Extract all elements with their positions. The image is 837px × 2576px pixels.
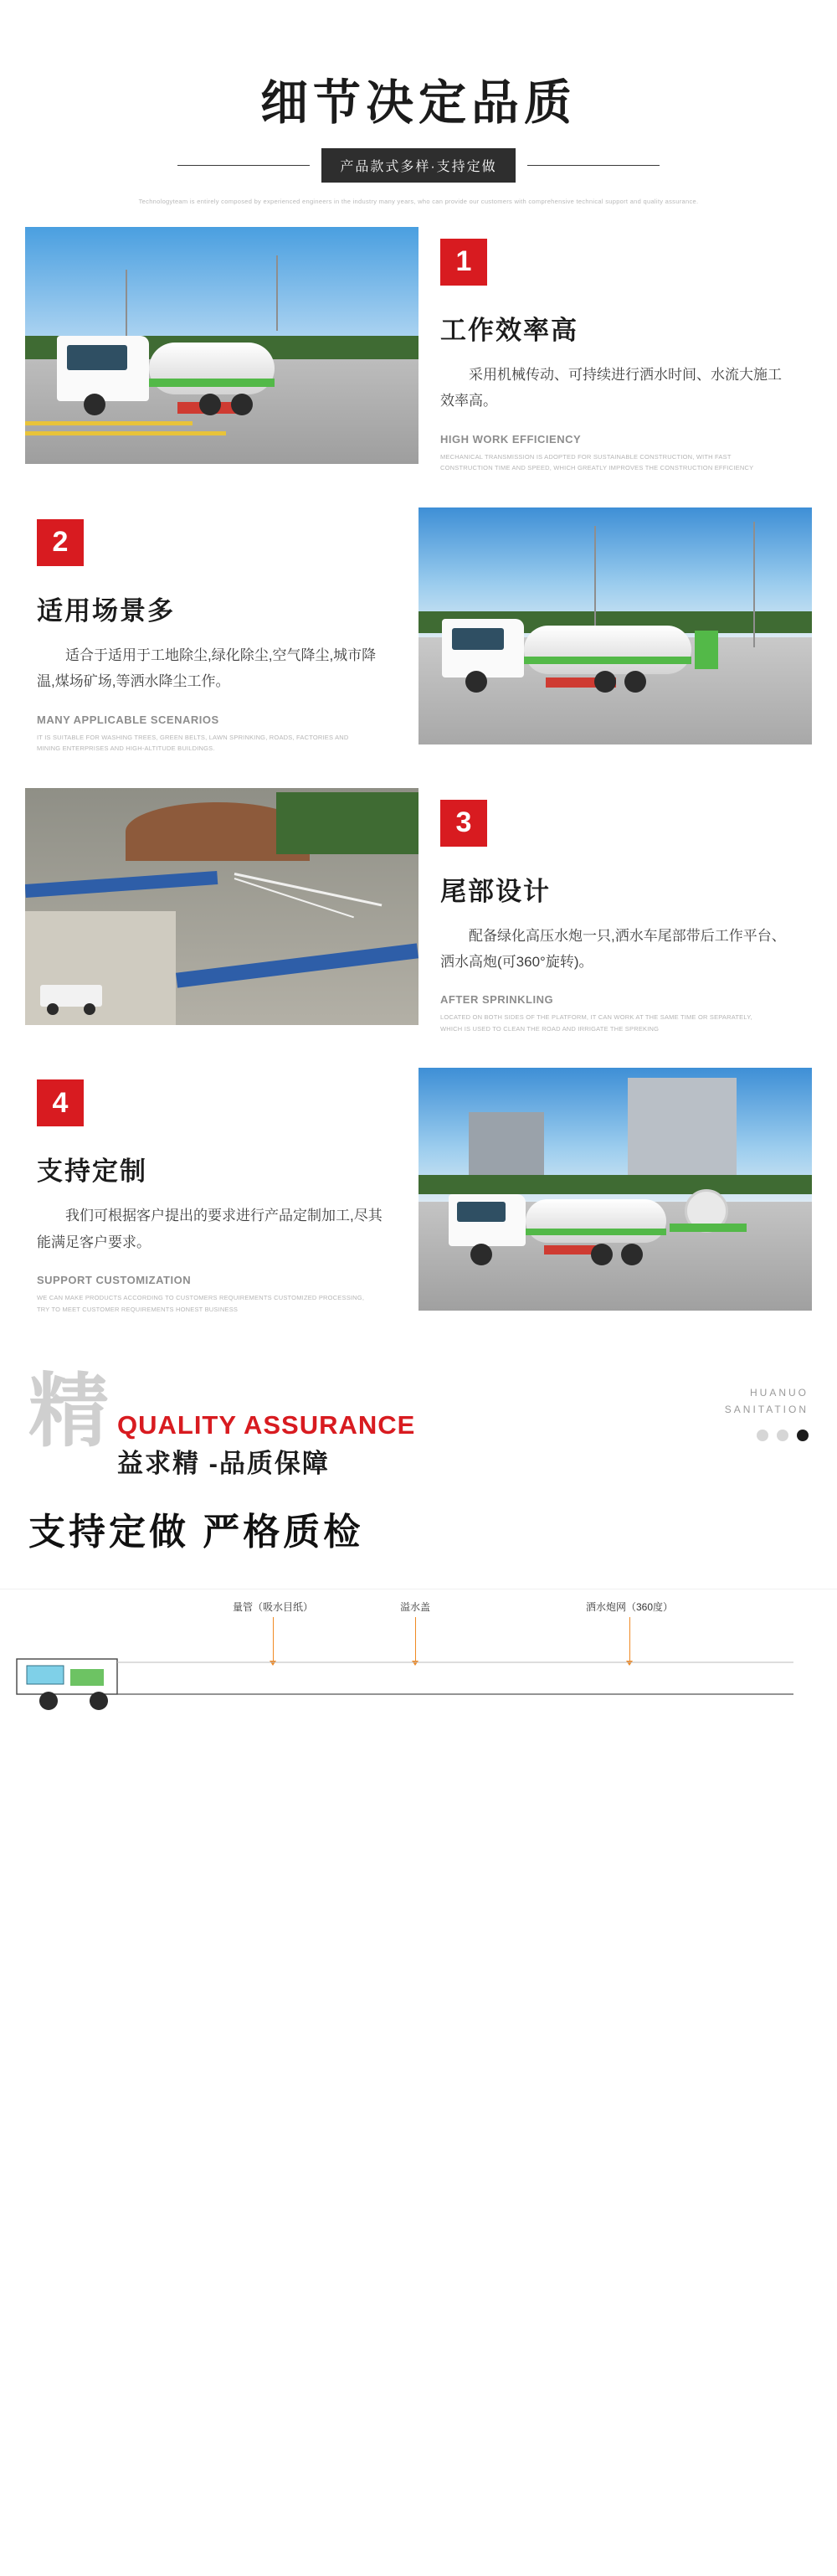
section-body-2: 适合于适用于工地除尘,绿化除尘,空气降尘,城市降温,煤场矿场,等洒水降尘工作。 [37, 647, 377, 690]
aerial-spraying-water-cannon-photo [25, 788, 418, 1025]
feature-section-2 [0, 507, 837, 755]
section-title-1: 工作效率高 [440, 315, 578, 345]
brand-block [725, 1385, 809, 1440]
page-title: 细节决定品质 [260, 76, 577, 130]
section-en-title-2: MANY APPLICABLE SCENARIOS [37, 713, 219, 726]
page-header [0, 0, 837, 227]
quality-line3: 支持定做 严格质检 [28, 1511, 364, 1553]
quality-assurance-block [0, 1367, 837, 1554]
water-truck-side-view-photo [418, 507, 812, 744]
section-number-badge-1: 1 [440, 239, 487, 286]
quality-big-char: 精 [28, 1367, 109, 1457]
section-title-2: 适用场景多 [37, 595, 175, 626]
section-en-body-1: MECHANICAL TRANSMISSION IS ADOPTED FOR SUSTAINABLE CONSTRUCTION, WITH FAST CONSTRUCTION TIME AND SPEED, WHICH GREATLY IMPROVES THE CONSTRUCTION EFFICIENCY [440, 452, 754, 472]
feature-text-1 [418, 227, 812, 474]
section-en-body-3: LOCATED ON BOTH SIDES OF THE PLATFORM, IT CAN WORK AT THE SAME TIME OR SEPARATELY, WHICH IS USED TO CLEAN THE ROAD AND IRRIGATE THE SPREKING [440, 1013, 752, 1033]
section-body-4: 我们可根据客户提出的要求进行产品定制加工,尽其能满足客户要求。 [37, 1208, 383, 1250]
section-body-1: 采用机械传动、可持续进行洒水时间、水流大施工效率高。 [440, 366, 782, 410]
header-subtitle: 产品款式多样·支持定做 [321, 148, 515, 183]
section-en-body-2: IT IS SUITABLE FOR WASHING TREES, GREEN BELTS, LAWN SPRINKING, ROADS, FACTORIES AND MINING ENTERPRISES AND HIGH-ALTITUDE BUILDINGS. [37, 733, 349, 753]
feature-text-3 [418, 788, 812, 1035]
feature-text-2 [25, 507, 418, 755]
dot-1[interactable] [757, 1430, 768, 1441]
feature-text-4 [25, 1068, 418, 1315]
header-subtitle-row [0, 148, 837, 183]
dot-2[interactable] [777, 1430, 788, 1441]
section-en-title-3: AFTER SPRINKLING [440, 993, 554, 1007]
quality-english-title: QUALITY ASSURANCE [117, 1409, 416, 1440]
feature-section-4 [0, 1068, 837, 1315]
dust-suppression-truck-photo [418, 1068, 812, 1311]
brand-category: SANITATION [724, 1403, 809, 1415]
quality-headline-row [28, 1367, 809, 1457]
section-body-3: 配备绿化高压水炮一只,洒水车尾部带后工作平台、洒水高炮(可360°旋转)。 [440, 927, 786, 970]
quality-line2: 益求精 -品质保障 [117, 1448, 330, 1478]
header-rule-right [527, 165, 660, 166]
section-en-title-1: HIGH WORK EFFICIENCY [440, 432, 582, 446]
section-title-3: 尾部设计 [440, 876, 551, 906]
section-number-badge-3: 3 [440, 800, 487, 847]
callout-label-1: 量管（吸水目纸） [233, 1600, 314, 1613]
pagination-dots[interactable] [725, 1430, 809, 1441]
header-rule-left [177, 165, 310, 166]
feature-section-1 [0, 227, 837, 474]
section-number-badge-4: 4 [37, 1079, 84, 1126]
header-english-note: Technologyteam is entirely composed by experienced engineers in the industry many years, who can provide our customers with comprehensive technical support and quality assurance. [138, 197, 699, 205]
callout-label-2: 溢水盖 [400, 1600, 431, 1613]
callout-label-3: 洒水炮网（360度） [586, 1600, 674, 1613]
section-title-4: 支持定制 [37, 1157, 147, 1187]
section-en-title-4: SUPPORT CUSTOMIZATION [37, 1274, 192, 1287]
section-number-badge-2: 2 [37, 519, 84, 566]
truck-diagram-footer [0, 1589, 837, 1714]
truck-line-diagram [15, 1652, 819, 1714]
dot-3-active[interactable] [797, 1430, 809, 1441]
feature-section-3 [0, 788, 837, 1035]
brand-name: HUANUO [749, 1387, 809, 1399]
water-truck-on-road-photo [25, 227, 418, 464]
section-en-body-4: WE CAN MAKE PRODUCTS ACCORDING TO CUSTOMERS REQUIREMENTS CUSTOMIZED PROCESSING, TRY TO MEET CUSTOMER REQUIREMENTS HONEST BUSINESS [37, 1294, 365, 1313]
